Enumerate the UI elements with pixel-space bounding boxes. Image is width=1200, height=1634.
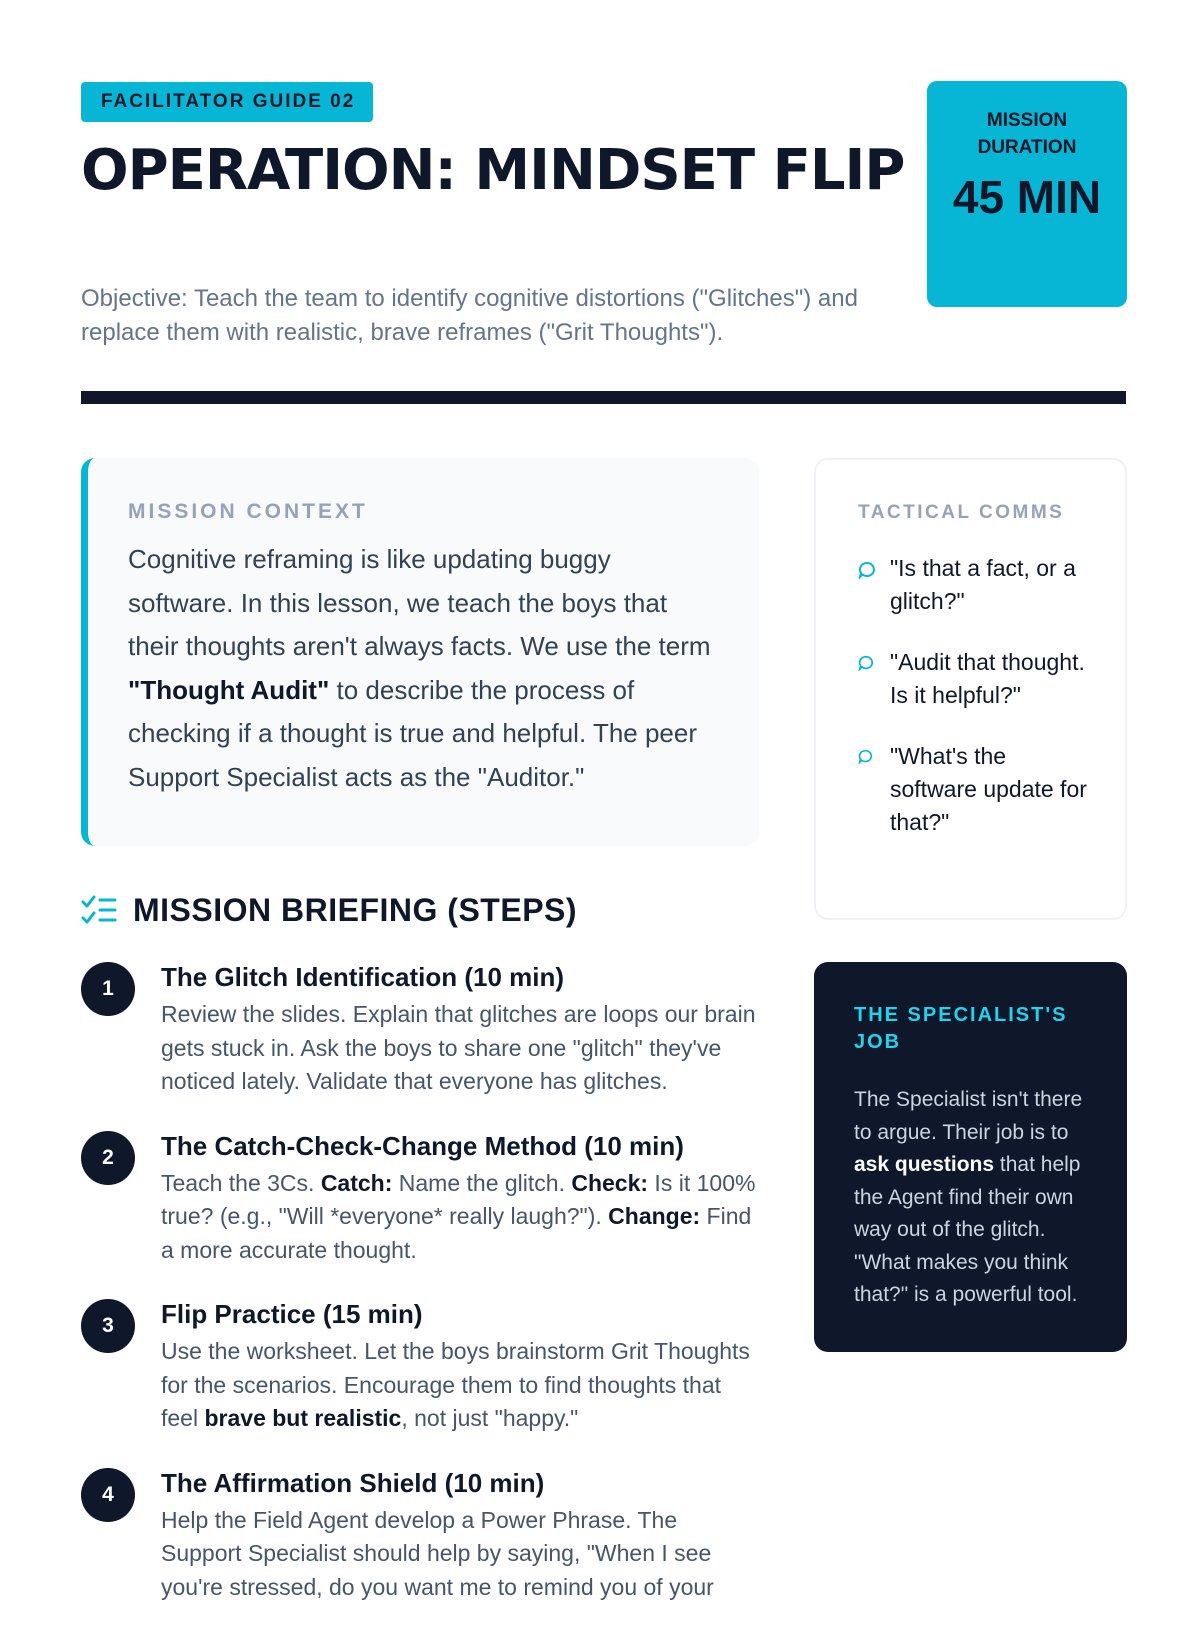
objective-text: Objective: Teach the team to identify cognitive distortions ("Glitches") and replace them with realistic, brave reframes ("Grit Thoughts"). — [81, 285, 858, 346]
step-item — [81, 1129, 761, 1268]
comm-text: "Is that a fact, or a glitch?" — [890, 555, 1076, 614]
context-label: MISSION CONTEXT — [128, 500, 368, 523]
duration-label: MISSION DURATION — [977, 110, 1077, 158]
page-title: OPERATION: MINDSET FLIP — [81, 138, 905, 203]
tactical-comms-card — [814, 458, 1127, 920]
comms-label: TACTICAL COMMS — [858, 502, 1065, 523]
mission-duration-card — [927, 81, 1127, 307]
context-text-part: to describe the process of checking if a thought is true and helpful. The peer Support Specialist acts as the "Auditor." — [128, 674, 698, 792]
specialist-text-part: The Specialist isn't there to argue. Their job is to — [854, 1088, 1083, 1144]
step-number: 4 — [81, 1468, 135, 1522]
steps-list — [81, 960, 761, 1634]
steps-title: MISSION BRIEFING (STEPS) — [133, 891, 578, 928]
step-title: The Affirmation Shield (10 min) — [161, 1467, 545, 1498]
step-text-part: Teach the 3Cs. — [161, 1169, 321, 1196]
step-term: Change: — [608, 1203, 701, 1229]
step-number: 1 — [81, 962, 135, 1016]
step-title: The Catch-Check-Change Method (10 min) — [161, 1130, 684, 1161]
step-text-part: Is it 100% true? (e.g., "Will *everyone* really laugh?"). — [161, 1169, 756, 1229]
speech-bubble-icon — [858, 749, 873, 764]
step-text — [161, 1335, 761, 1436]
step-item — [81, 1297, 761, 1436]
context-text-part: Cognitive reframing is like updating buggy software. In this lesson, we teach the boys that their thoughts aren't always facts. We use the term — [128, 544, 711, 661]
specialist-text-part: that help the Agent find their own way out of the glitch. "What makes you think that?" is a powerful tool. — [854, 1153, 1081, 1306]
step-term: Catch: — [320, 1169, 393, 1196]
step-text — [161, 1167, 761, 1268]
comm-text: "What's the software update for that?" — [890, 743, 1087, 835]
step-number: 2 — [81, 1131, 135, 1185]
comm-text: "Audit that thought. Is it helpful?" — [890, 649, 1085, 708]
step-text-part: , not just "happy." — [401, 1405, 579, 1431]
step-title: The Glitch Identification (10 min) — [161, 962, 565, 992]
checklist-icon — [81, 894, 117, 926]
step-item — [81, 960, 761, 1099]
context-term: "Thought Audit" — [128, 674, 330, 705]
step-text: Help the Field Agent develop a Power Phrase. The Support Specialist should help by saying, "When I see you're stressed, do you want me to remind you of your — [161, 1506, 714, 1600]
step-text: Review the slides. Explain that glitches are loops our brain gets stuck in. Ask the boys to share one "glitch" they've noticed lately. Validate that everyone has glitches. — [161, 1001, 756, 1094]
steps-heading — [81, 888, 577, 932]
step-term: Check: — [571, 1169, 649, 1196]
specialist-text — [854, 1084, 1089, 1312]
comm-item — [858, 646, 1095, 712]
step-number: 3 — [81, 1299, 135, 1353]
facilitator-guide-page — [81, 0, 1126, 1600]
specialist-title: THE SPECIALIST'S JOB — [854, 1004, 1068, 1053]
specialist-term: ask questions — [854, 1153, 995, 1176]
mission-context-box — [81, 458, 759, 846]
step-text-part: Use the worksheet. Let the boys brainstorm Grit Thoughts for the scenarios. Encourage them to find thoughts that feel — [161, 1338, 750, 1431]
guide-badge: FACILITATOR GUIDE 02 — [81, 82, 373, 122]
comm-item — [858, 740, 1095, 839]
header-divider — [81, 391, 1126, 404]
step-term: brave but realistic — [204, 1405, 402, 1431]
step-item — [81, 1466, 761, 1605]
speech-bubble-icon — [858, 561, 876, 579]
comm-item — [858, 552, 1095, 618]
step-text-part: Find a more accurate thought. — [161, 1203, 752, 1263]
context-text — [128, 538, 719, 799]
duration-value: 45 MIN — [952, 171, 1102, 223]
specialist-job-card — [814, 962, 1127, 1352]
step-title: Flip Practice (15 min) — [161, 1299, 423, 1329]
speech-bubble-icon — [858, 655, 874, 671]
step-text-part: Name the glitch. — [392, 1169, 572, 1196]
